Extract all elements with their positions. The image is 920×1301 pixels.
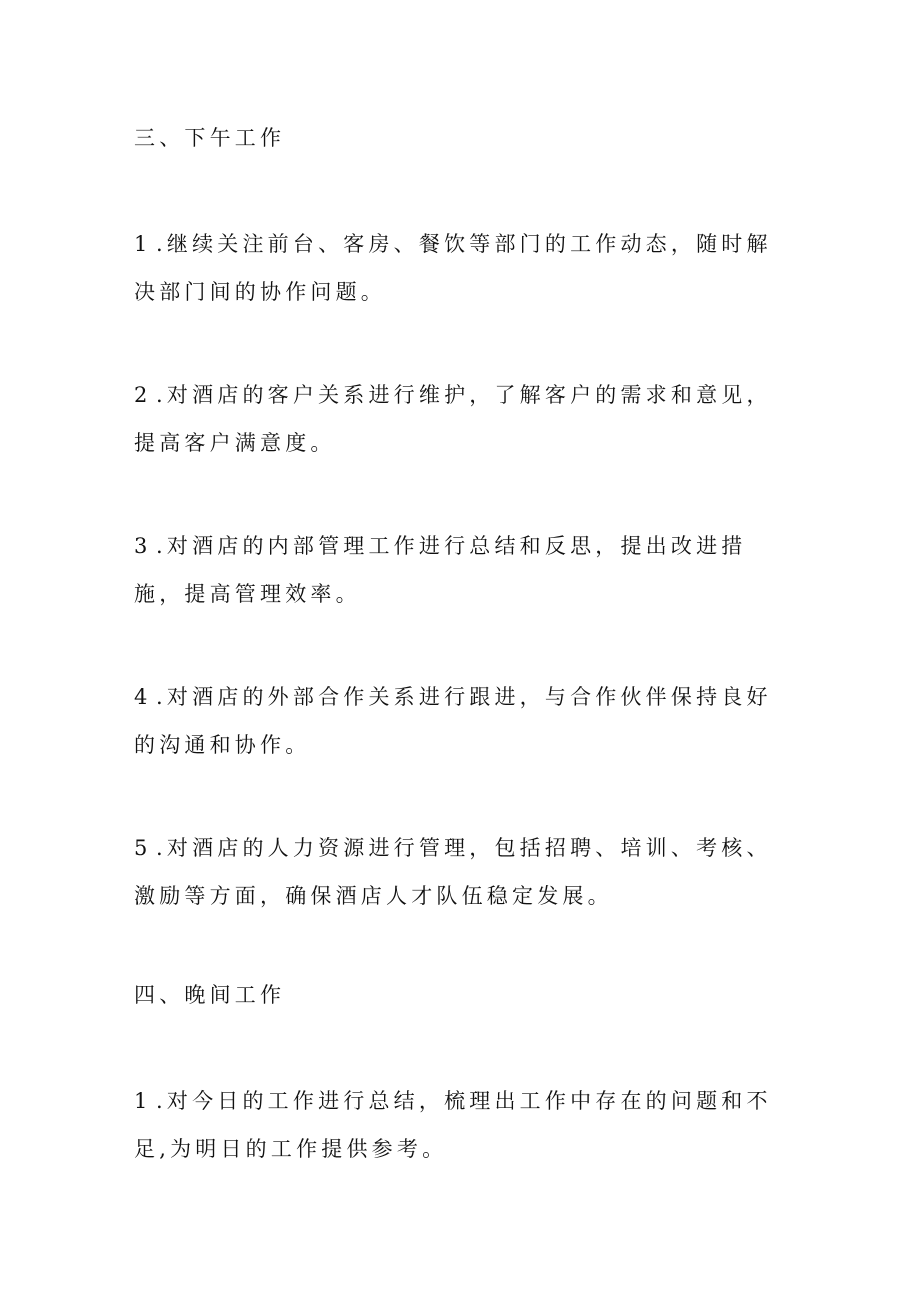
item-text: .对酒店的内部管理工作进行总结和反思，提出改进措施，提高管理效率。: [134, 534, 747, 606]
item-text: .对酒店的客户关系进行维护，了解客户的需求和意见，提高客户满意度。: [134, 383, 772, 455]
afternoon-item-5: [134, 824, 784, 920]
afternoon-item-1: [134, 220, 784, 316]
afternoon-item-2: [134, 371, 784, 467]
item-number: 1: [134, 1089, 148, 1113]
item-text: .对今日的工作进行总结，梳理出工作中存在的问题和不足,为明日的工作提供参考。: [134, 1089, 772, 1161]
item-number: 4: [134, 685, 148, 709]
section-heading-afternoon: 三、下午工作: [134, 126, 286, 150]
item-text: .继续关注前台、客房、餐饮等部门的工作动态，随时解决部门间的协作问题。: [134, 232, 772, 304]
item-number: 1: [134, 232, 148, 256]
item-number: 2: [134, 383, 148, 407]
item-number: 5: [134, 836, 148, 860]
item-text: .对酒店的人力资源进行管理，包括招聘、培训、考核、激励等方面，确保酒店人才队伍稳定发展。: [134, 836, 772, 908]
item-text: .对酒店的外部合作关系进行跟进，与合作伙伴保持良好的沟通和协作。: [134, 685, 772, 757]
document-body: [134, 118, 784, 1173]
item-number: 3: [134, 534, 148, 558]
afternoon-item-3: [134, 522, 784, 618]
section-heading-evening: 四、晚间工作: [134, 983, 286, 1007]
afternoon-item-4: [134, 673, 784, 769]
evening-item-1: [134, 1077, 784, 1173]
